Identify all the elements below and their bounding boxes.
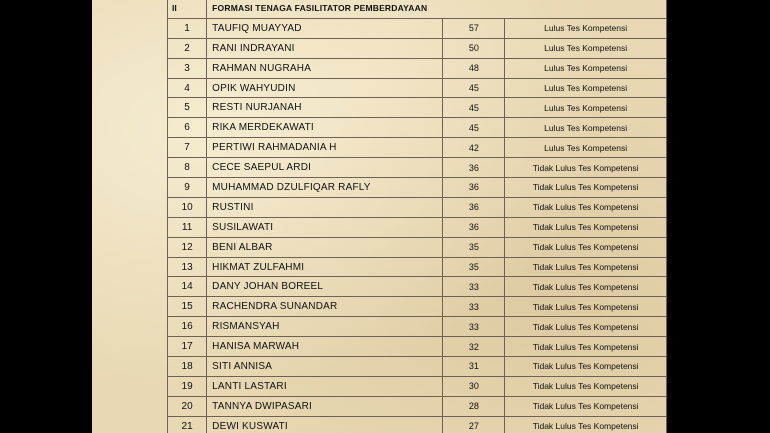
participant-name: PERTIWI RAHMADANIA H: [207, 138, 443, 158]
score: 36: [443, 197, 505, 217]
participant-name: DEWI KUSWATI: [207, 416, 443, 433]
status: Tidak Lulus Tes Kompetensi: [505, 178, 667, 198]
score: 45: [443, 118, 505, 138]
status: Lulus Tes Kompetensi: [505, 78, 667, 98]
status: Lulus Tes Kompetensi: [505, 138, 667, 158]
status: Tidak Lulus Tes Kompetensi: [505, 416, 667, 433]
participant-name: LANTI LASTARI: [207, 376, 443, 396]
row-number: 4: [168, 78, 207, 98]
table-row: [168, 138, 667, 158]
results-table: [167, 0, 667, 433]
table-row: [168, 357, 667, 377]
participant-name: CECE SAEPUL ARDI: [207, 158, 443, 178]
status: Tidak Lulus Tes Kompetensi: [505, 376, 667, 396]
row-number: 15: [168, 297, 207, 317]
participant-name: SITI ANNISA: [207, 357, 443, 377]
table-row: [168, 18, 667, 38]
participant-name: RACHENDRA SUNANDAR: [207, 297, 443, 317]
row-number: 9: [168, 178, 207, 198]
participant-name: OPIK WAHYUDIN: [207, 78, 443, 98]
score: 33: [443, 297, 505, 317]
status: Tidak Lulus Tes Kompetensi: [505, 297, 667, 317]
row-number: 10: [168, 197, 207, 217]
score: 33: [443, 277, 505, 297]
table-row: [168, 237, 667, 257]
participant-name: RISMANSYAH: [207, 317, 443, 337]
participant-name: DANY JOHAN BOREEL: [207, 277, 443, 297]
row-number: 5: [168, 98, 207, 118]
table-row: [168, 158, 667, 178]
score: 33: [443, 317, 505, 337]
status: Lulus Tes Kompetensi: [505, 118, 667, 138]
table-row: [168, 277, 667, 297]
participant-name: BENI ALBAR: [207, 237, 443, 257]
table-row: [168, 416, 667, 433]
status: Tidak Lulus Tes Kompetensi: [505, 357, 667, 377]
score: 48: [443, 58, 505, 78]
status: Tidak Lulus Tes Kompetensi: [505, 277, 667, 297]
document-page: [92, 0, 667, 433]
score: 32: [443, 337, 505, 357]
table-row: [168, 78, 667, 98]
score: 27: [443, 416, 505, 433]
row-number: 19: [168, 376, 207, 396]
table-row: [168, 297, 667, 317]
row-number: 16: [168, 317, 207, 337]
row-number: 14: [168, 277, 207, 297]
score: 57: [443, 18, 505, 38]
row-number: 17: [168, 337, 207, 357]
score: 35: [443, 257, 505, 277]
status: Tidak Lulus Tes Kompetensi: [505, 257, 667, 277]
status: Lulus Tes Kompetensi: [505, 58, 667, 78]
row-number: 18: [168, 357, 207, 377]
participant-name: RUSTINI: [207, 197, 443, 217]
status: Tidak Lulus Tes Kompetensi: [505, 237, 667, 257]
score: 45: [443, 78, 505, 98]
participant-name: MUHAMMAD DZULFIQAR RAFLY: [207, 178, 443, 198]
row-number: 11: [168, 217, 207, 237]
score: 36: [443, 158, 505, 178]
table-row: [168, 98, 667, 118]
status: Tidak Lulus Tes Kompetensi: [505, 217, 667, 237]
score: 35: [443, 237, 505, 257]
score: 30: [443, 376, 505, 396]
table-row: [168, 58, 667, 78]
row-number: 20: [168, 396, 207, 416]
score: 36: [443, 178, 505, 198]
table-row: [168, 396, 667, 416]
status: Lulus Tes Kompetensi: [505, 98, 667, 118]
section-number: II: [168, 0, 207, 18]
table-row: [168, 197, 667, 217]
score: 36: [443, 217, 505, 237]
score: 28: [443, 396, 505, 416]
table-row: [168, 317, 667, 337]
row-number: 6: [168, 118, 207, 138]
table-row: [168, 257, 667, 277]
row-number: 2: [168, 38, 207, 58]
row-number: 3: [168, 58, 207, 78]
score: 31: [443, 357, 505, 377]
table-row: [168, 118, 667, 138]
score: 42: [443, 138, 505, 158]
status: Lulus Tes Kompetensi: [505, 18, 667, 38]
participant-name: HANISA MARWAH: [207, 337, 443, 357]
row-number: 8: [168, 158, 207, 178]
score: 50: [443, 38, 505, 58]
participant-name: HIKMAT ZULFAHMI: [207, 257, 443, 277]
participant-name: TAUFIQ MUAYYAD: [207, 18, 443, 38]
table-row: [168, 217, 667, 237]
status: Tidak Lulus Tes Kompetensi: [505, 396, 667, 416]
row-number: 21: [168, 416, 207, 433]
participant-name: SUSILAWATI: [207, 217, 443, 237]
table-row: [168, 178, 667, 198]
status: Tidak Lulus Tes Kompetensi: [505, 337, 667, 357]
status: Tidak Lulus Tes Kompetensi: [505, 317, 667, 337]
status: Tidak Lulus Tes Kompetensi: [505, 197, 667, 217]
table-row: [168, 38, 667, 58]
results-table-body: [168, 0, 667, 433]
table-row: [168, 376, 667, 396]
participant-name: RAHMAN NUGRAHA: [207, 58, 443, 78]
participant-name: RANI INDRAYANI: [207, 38, 443, 58]
row-number: 13: [168, 257, 207, 277]
score: 45: [443, 98, 505, 118]
status: Tidak Lulus Tes Kompetensi: [505, 158, 667, 178]
participant-name: RESTI NURJANAH: [207, 98, 443, 118]
section-title: FORMASI TENAGA FASILITATOR PEMBERDAYAAN: [207, 0, 667, 18]
section-header-row: [168, 0, 667, 18]
table-row: [168, 337, 667, 357]
participant-name: RIKA MERDEKAWATI: [207, 118, 443, 138]
participant-name: TANNYA DWIPASARI: [207, 396, 443, 416]
row-number: 7: [168, 138, 207, 158]
status: Lulus Tes Kompetensi: [505, 38, 667, 58]
row-number: 12: [168, 237, 207, 257]
row-number: 1: [168, 18, 207, 38]
